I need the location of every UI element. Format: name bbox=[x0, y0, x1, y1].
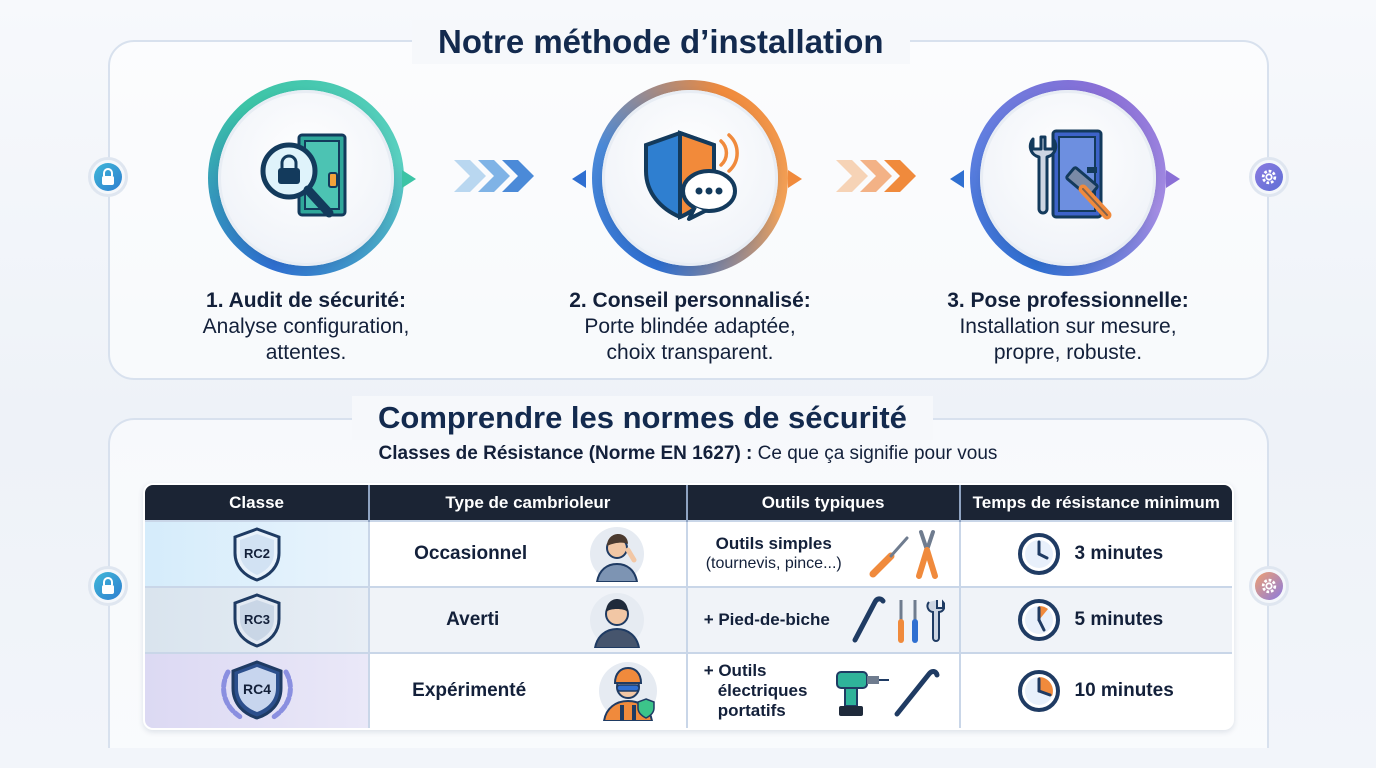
time-cell bbox=[960, 653, 1234, 729]
step-1-text bbox=[146, 288, 466, 366]
stopwatch-icon bbox=[1017, 669, 1061, 713]
door-tools-icon bbox=[1013, 123, 1123, 233]
norms-title: Comprendre les normes de sécurité bbox=[352, 396, 933, 440]
step-3-line2: propre, robuste. bbox=[993, 341, 1143, 364]
step-2-ring bbox=[592, 80, 788, 276]
chevron-arrows-icon bbox=[452, 158, 542, 194]
tools-main: + Outils bbox=[703, 661, 767, 680]
step-1-line2: attentes. bbox=[265, 341, 347, 364]
gear-icon bbox=[1260, 577, 1278, 595]
step-1-line1: Analyse configuration, bbox=[202, 315, 410, 338]
step-3-line1: Installation sur mesure, bbox=[959, 315, 1177, 338]
experienced-burglar-icon bbox=[598, 661, 660, 721]
step-2-pointer-left bbox=[572, 170, 586, 188]
chevron-arrows-icon bbox=[834, 158, 924, 194]
shield-badge-icon bbox=[230, 526, 284, 582]
step-3-title: 3. Pose professionnelle: bbox=[947, 289, 1189, 312]
tools-line3: portatifs bbox=[717, 701, 786, 720]
type-cell bbox=[369, 521, 687, 587]
step-3-text bbox=[908, 288, 1228, 366]
laurel-shield-badge-icon bbox=[216, 658, 298, 724]
norms-subtitle-rest: Ce que ça signifie pour vous bbox=[752, 443, 998, 464]
tools-main: Outils simples bbox=[715, 534, 832, 553]
tools-cell bbox=[687, 587, 960, 653]
tools-main: + Pied-de-biche bbox=[703, 609, 830, 629]
norms-subtitle bbox=[0, 443, 1376, 465]
step-1-ring bbox=[208, 80, 404, 276]
tools-cell bbox=[687, 521, 960, 587]
class-cell bbox=[144, 653, 369, 729]
screwdriver-pliers-icon bbox=[869, 528, 945, 580]
time-cell bbox=[960, 587, 1234, 653]
informed-burglar-icon bbox=[588, 592, 646, 648]
step-1-pointer bbox=[402, 170, 416, 188]
class-label: RC4 bbox=[242, 681, 271, 697]
step-2-text bbox=[530, 288, 850, 366]
time-label: 5 minutes bbox=[1074, 609, 1164, 630]
stopwatch-icon bbox=[1017, 598, 1061, 642]
header-temps: Temps de résistance minimum bbox=[960, 484, 1234, 521]
crowbar-screwdrivers-wrench-icon bbox=[851, 594, 945, 646]
table-row bbox=[144, 587, 1233, 653]
step-2-line2: choix transparent. bbox=[606, 341, 774, 364]
header-classe: Classe bbox=[144, 484, 369, 521]
lock-icon bbox=[100, 577, 116, 595]
tools-sub: (tournevis, pince...) bbox=[705, 555, 842, 572]
stopwatch-icon bbox=[1017, 532, 1061, 576]
lock-icon bbox=[100, 168, 116, 186]
audit-magnifier-door-icon bbox=[251, 123, 361, 233]
method-title: Notre méthode d’installation bbox=[412, 20, 910, 64]
type-cell bbox=[369, 653, 687, 729]
header-type: Type de cambrioleur bbox=[369, 484, 687, 521]
time-label: 3 minutes bbox=[1074, 543, 1164, 564]
shield-badge-icon bbox=[230, 592, 284, 648]
class-cell bbox=[144, 587, 369, 653]
occasional-burglar-icon bbox=[588, 526, 646, 582]
type-label: Averti bbox=[446, 609, 500, 630]
step-2-pointer-right bbox=[788, 170, 802, 188]
tools-line2: électriques bbox=[717, 681, 808, 700]
table-header-row bbox=[144, 484, 1233, 521]
step-3-ring bbox=[970, 80, 1166, 276]
shield-chat-icon bbox=[635, 123, 745, 233]
step-2-line1: Porte blindée adaptée, bbox=[584, 315, 796, 338]
step-2-title: 2. Conseil personnalisé: bbox=[569, 289, 811, 312]
step-1-title: 1. Audit de sécurité: bbox=[206, 289, 406, 312]
type-label: Expérimenté bbox=[412, 680, 527, 701]
time-label: 10 minutes bbox=[1074, 680, 1174, 701]
lock-badge-left-bottom bbox=[88, 566, 128, 606]
type-cell bbox=[369, 587, 687, 653]
step-3-pointer-left bbox=[950, 170, 964, 188]
gear-icon bbox=[1260, 168, 1278, 186]
table-row bbox=[144, 521, 1233, 587]
header-outils: Outils typiques bbox=[687, 484, 960, 521]
table-row bbox=[144, 653, 1233, 729]
class-cell bbox=[144, 521, 369, 587]
type-label: Occasionnel bbox=[414, 543, 528, 564]
class-label: RC2 bbox=[243, 546, 270, 561]
step-3-pointer-right bbox=[1166, 170, 1180, 188]
norms-subtitle-bold: Classes de Résistance (Norme EN 1627) : bbox=[378, 443, 753, 464]
resistance-classes-table bbox=[143, 483, 1234, 730]
gear-badge-right bbox=[1249, 157, 1289, 197]
tools-cell bbox=[687, 653, 960, 729]
drill-crowbar-icon bbox=[833, 662, 943, 720]
class-label: RC3 bbox=[243, 612, 270, 627]
time-cell bbox=[960, 521, 1234, 587]
gear-badge-right-bottom bbox=[1249, 566, 1289, 606]
lock-badge-left bbox=[88, 157, 128, 197]
